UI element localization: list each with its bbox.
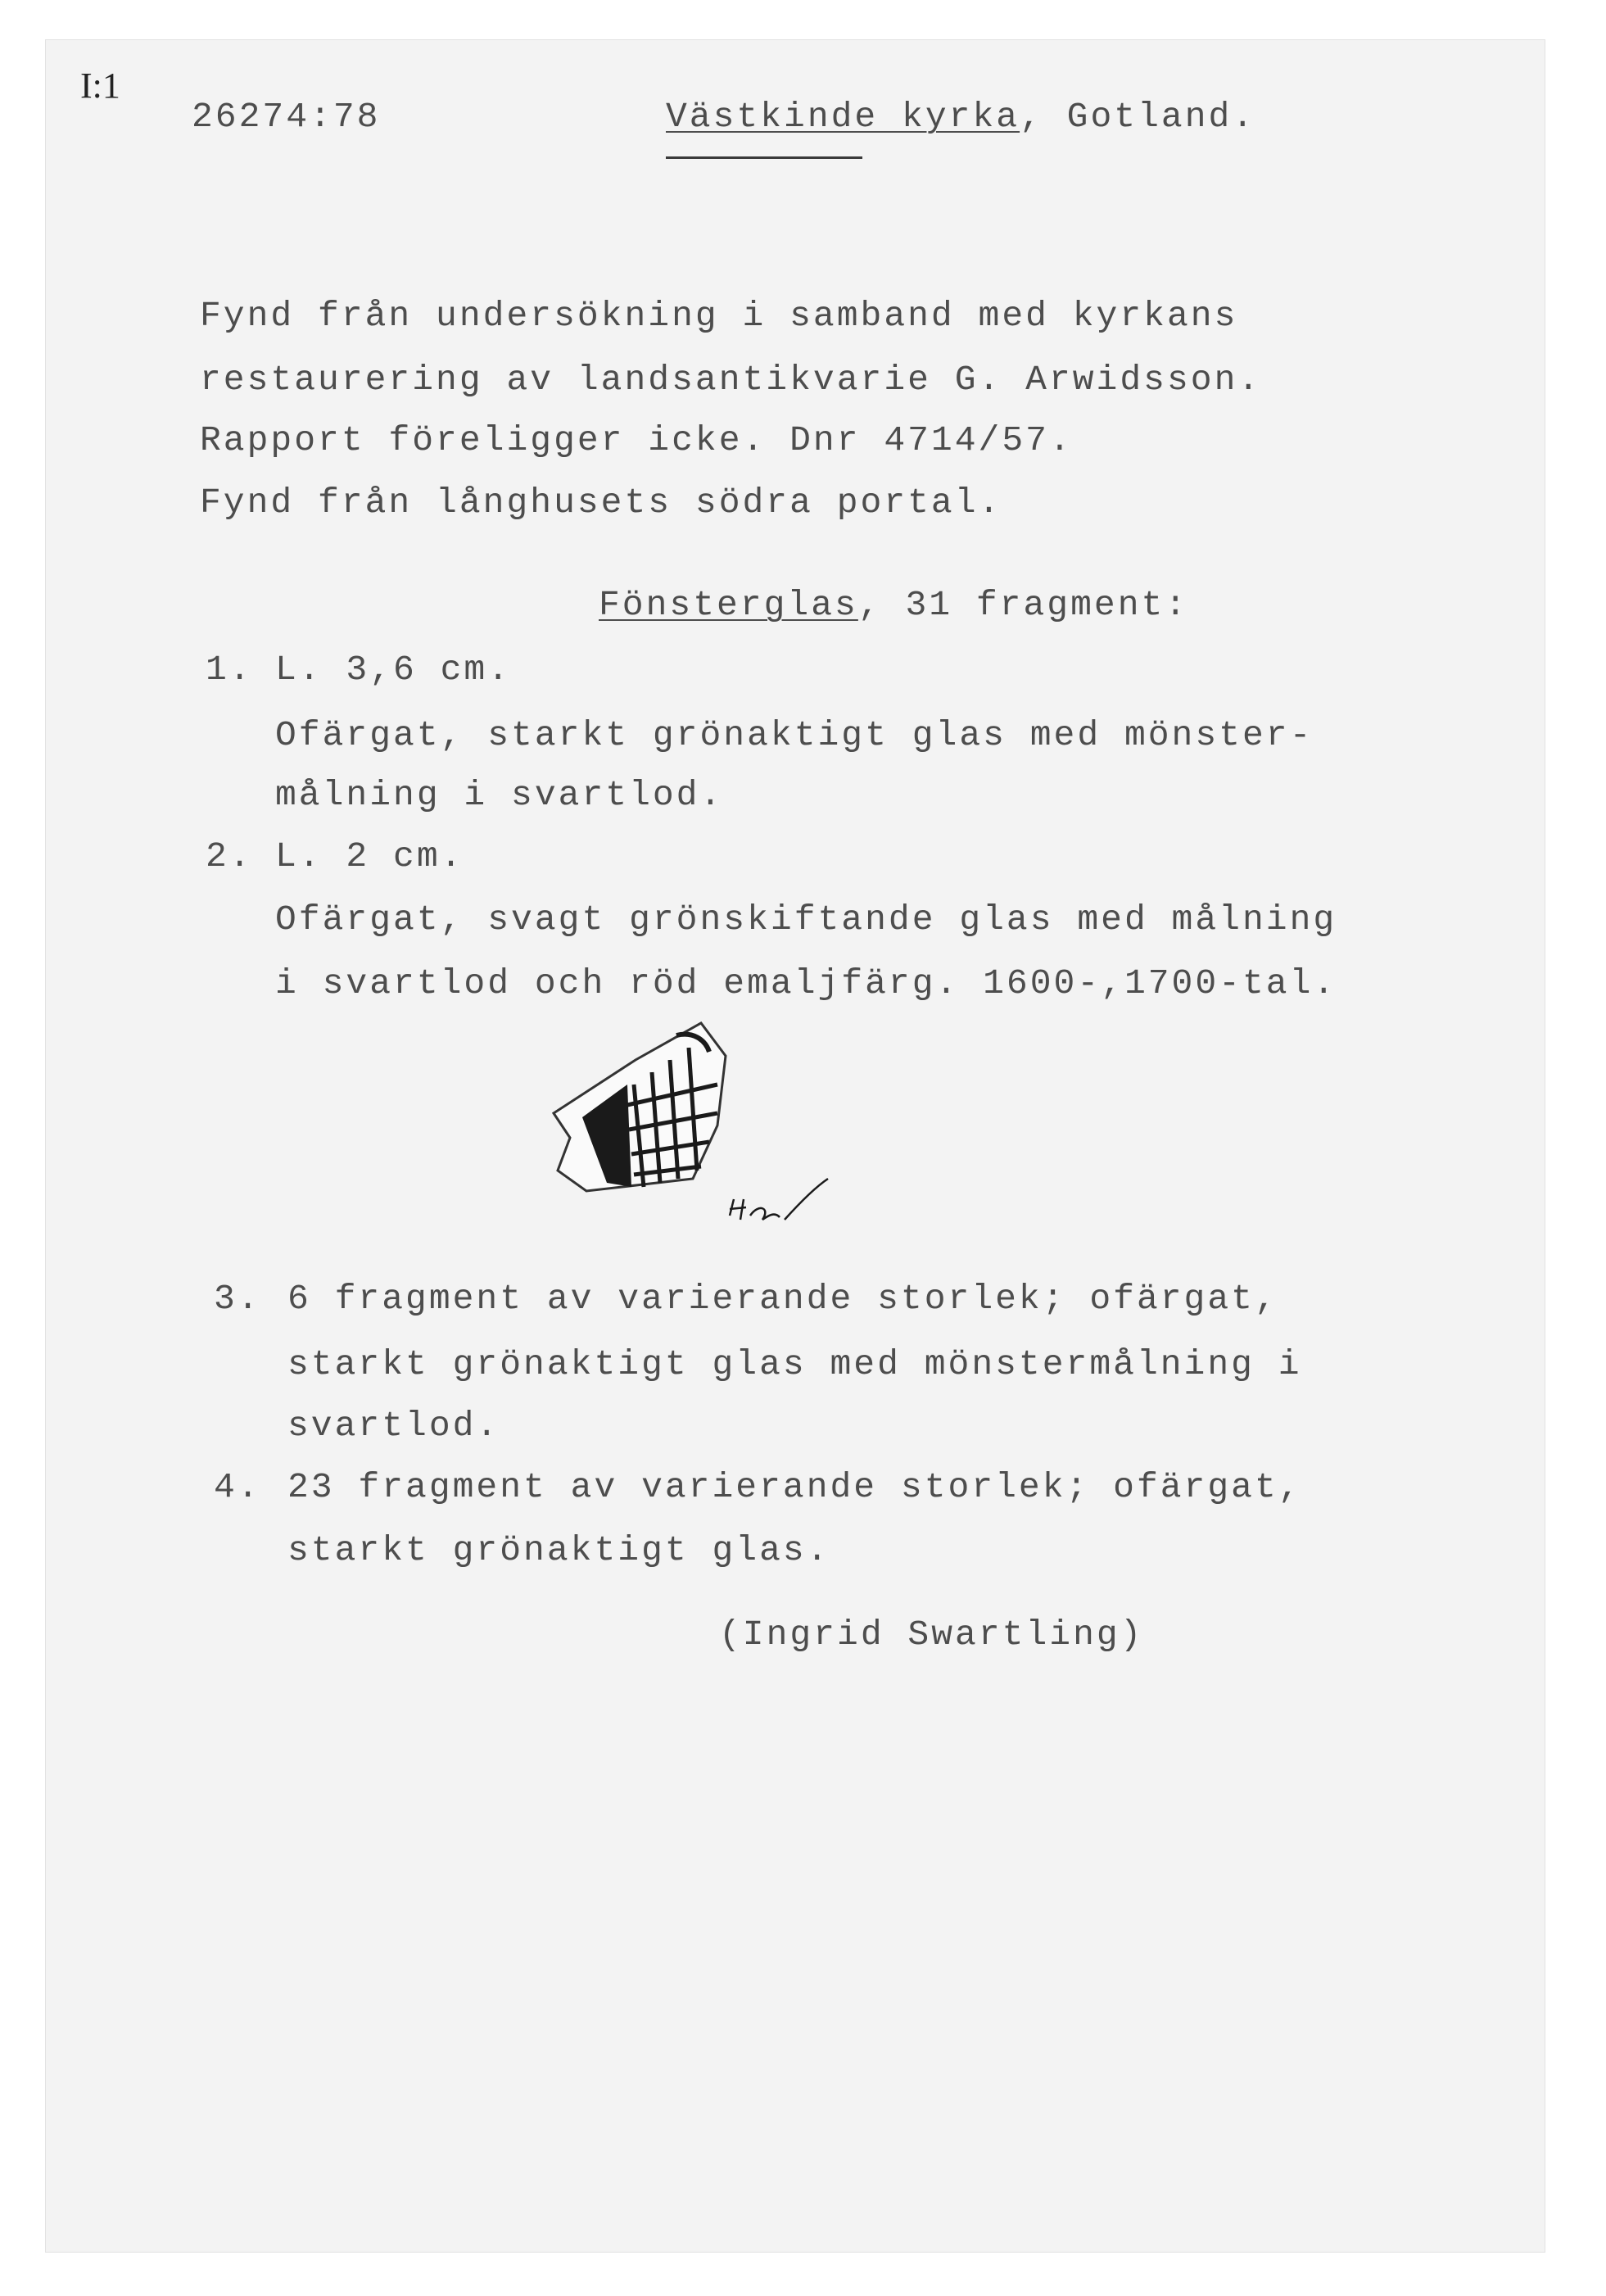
intro-line: Fynd från långhusets södra portal. [200, 482, 1002, 523]
item-number: 1. [206, 650, 253, 690]
item-line: 23 fragment av varierande storlek; ofärgat, [287, 1467, 1302, 1507]
section-heading [599, 587, 1188, 623]
drawing-signature [726, 1175, 848, 1232]
item-number: 3. [214, 1279, 261, 1319]
item-line: i svartlod och röd emaljfärg. 1600-,1700-tal. [275, 963, 1337, 1003]
item-line: svartlod. [287, 1406, 500, 1446]
section-heading-rest: , 31 fragment: [857, 585, 1189, 625]
author-signature: (Ingrid Swartling) [719, 1614, 1144, 1655]
item-number: 2. [206, 836, 253, 876]
item-line: Ofärgat, svagt grönskiftande glas med målning [275, 899, 1337, 940]
title-underline [666, 156, 862, 159]
section-heading-word: Fönsterglas [599, 585, 858, 625]
corner-mark: I:1 [80, 66, 120, 106]
item-line: målning i svartlod. [275, 775, 724, 815]
catalog-card [45, 39, 1545, 2253]
site-heading [666, 97, 1256, 137]
item-line: Ofärgat, starkt grönaktigt glas med mönster- [275, 715, 1314, 755]
item-line: L. 2 cm. [275, 836, 464, 876]
item-line: L. 3,6 cm. [275, 650, 512, 690]
catalog-number: 26274:78 [192, 97, 381, 137]
glass-fragment-drawing [537, 1015, 750, 1203]
item-line: starkt grönaktigt glas. [287, 1530, 830, 1570]
intro-line: Fynd från undersökning i samband med kyrkans [200, 296, 1238, 336]
site-region: , Gotland. [1020, 97, 1256, 137]
item-line: starkt grönaktigt glas med mönstermålning i [287, 1344, 1302, 1384]
site-name: Västkinde kyrka [666, 97, 1020, 137]
intro-line: Rapport föreligger icke. Dnr 4714/57. [200, 420, 1073, 460]
intro-line: restaurering av landsantikvarie G. Arwidsson. [200, 360, 1262, 400]
item-number: 4. [214, 1467, 261, 1507]
item-line: 6 fragment av varierande storlek; ofärgat, [287, 1279, 1278, 1319]
